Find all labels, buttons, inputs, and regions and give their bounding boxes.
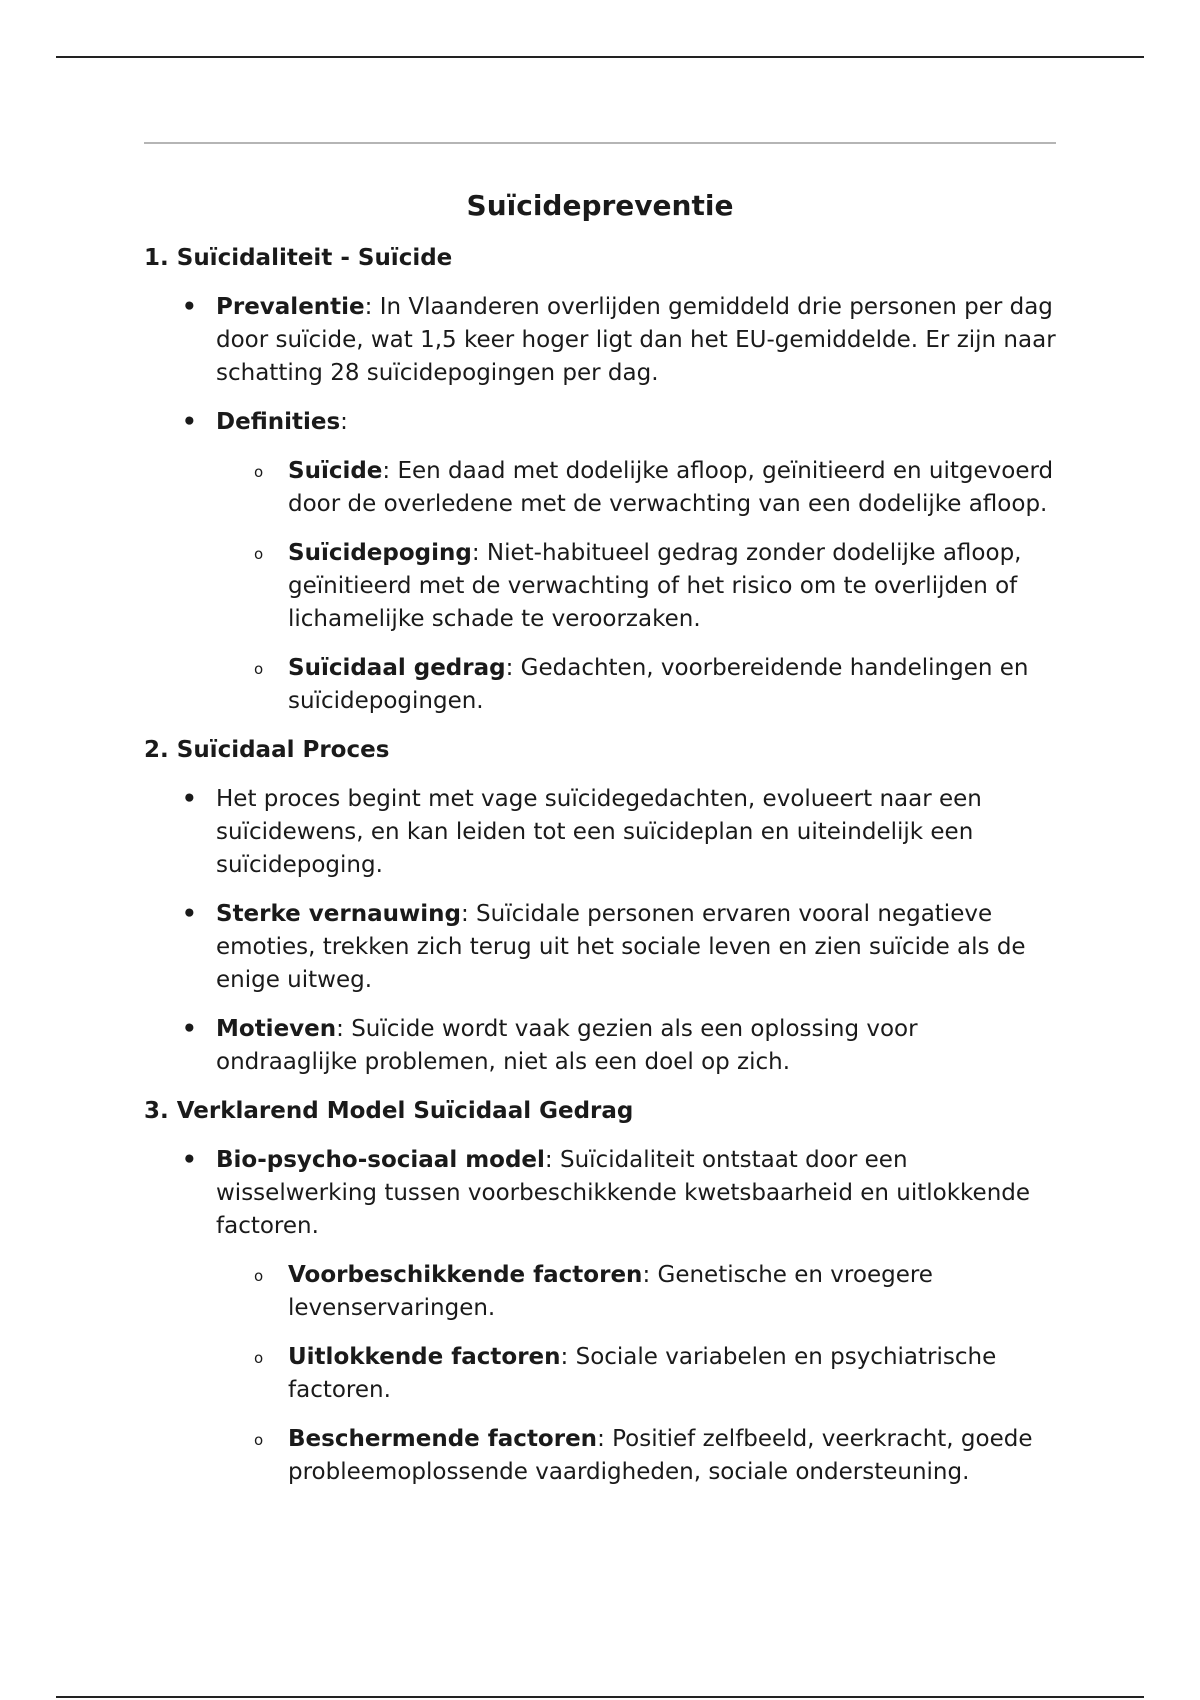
section-suicidaliteit bbox=[144, 242, 1056, 718]
sub-bullet-marker: o bbox=[254, 1349, 264, 1367]
list-item bbox=[144, 1013, 1056, 1079]
bullet-marker: • bbox=[182, 786, 197, 812]
sub-list-item bbox=[144, 455, 1056, 521]
item-text: : Gedachten, voorbereidende handelingen en suïcidepogingen. bbox=[288, 655, 1029, 714]
list-item bbox=[144, 783, 1056, 882]
term-label: Suïcidaal gedrag bbox=[288, 655, 506, 681]
term-label: Bio-psycho-sociaal model bbox=[216, 1147, 545, 1173]
section-verklarend-model bbox=[144, 1095, 1056, 1489]
page-bottom-rule bbox=[56, 1696, 1144, 1698]
term-label: Beschermende factoren bbox=[288, 1426, 598, 1452]
term-label: Sterke vernauwing bbox=[216, 901, 461, 927]
item-text: : Een daad met dodelijke afloop, geïnitieerd en uitgevoerd door de overledene met de verwachting van een dodelijke afloop. bbox=[288, 458, 1054, 517]
item-text: : In Vlaanderen overlijden gemiddeld drie personen per dag door suïcide, wat 1,5 keer hoger ligt dan het EU-gemiddelde. Er zijn naar schatting 28 suïcidepogingen per dag. bbox=[216, 294, 1056, 386]
term-label: Suïcide bbox=[288, 458, 383, 484]
term-label: Definities bbox=[216, 409, 341, 435]
item-text: : Sociale variabelen en psychiatrische factoren. bbox=[288, 1344, 997, 1403]
term-label: Motieven bbox=[216, 1016, 337, 1042]
sub-list-item bbox=[144, 1259, 1056, 1325]
sub-bullet-marker: o bbox=[254, 545, 264, 563]
sub-bullet-marker: o bbox=[254, 463, 264, 481]
document-title: Suïcidepreventie bbox=[466, 189, 734, 222]
item-text: : Niet-habitueel gedrag zonder dodelijke afloop, geïnitieerd met de verwachting of het risico om te overlijden of lichamelijke schade te veroorzaken. bbox=[288, 540, 1022, 632]
item-text: : Genetische en vroegere levenservaringen. bbox=[288, 1262, 933, 1321]
bullet-marker: • bbox=[182, 409, 197, 435]
item-text: : Suïcide wordt vaak gezien als een oplossing voor ondraaglijke problemen, niet als een doel op zich. bbox=[216, 1016, 918, 1075]
bullet-marker: • bbox=[182, 1147, 197, 1173]
section-heading: 3. Verklarend Model Suïcidaal Gedrag bbox=[144, 1098, 634, 1124]
sub-list-item bbox=[144, 652, 1056, 718]
list-item bbox=[144, 898, 1056, 997]
item-text: Het proces begint met vage suïcidegedachten, evolueert naar een suïcidewens, en kan leiden tot een suïcideplan en uiteindelijk een suïcidepoging. bbox=[216, 786, 982, 878]
term-label: Prevalentie bbox=[216, 294, 365, 320]
sub-bullet-marker: o bbox=[254, 1431, 264, 1449]
sub-list-item bbox=[144, 1341, 1056, 1407]
list-item bbox=[144, 406, 1056, 439]
item-text: : Suïcidale personen ervaren vooral negatieve emoties, trekken zich terug uit het sociale leven en zien suïcide als de enige uitweg. bbox=[216, 901, 1026, 993]
list-item bbox=[144, 1144, 1056, 1243]
bullet-marker: • bbox=[182, 901, 197, 927]
item-text: : bbox=[340, 409, 348, 435]
term-label: Voorbeschikkende factoren bbox=[288, 1262, 643, 1288]
header-divider bbox=[144, 142, 1056, 144]
item-text: : Suïcidaliteit ontstaat door een wisselwerking tussen voorbeschikkende kwetsbaarheid en uitlokkende factoren. bbox=[216, 1147, 1031, 1239]
bullet-marker: • bbox=[182, 1016, 197, 1042]
list-item bbox=[144, 291, 1056, 390]
sub-list-item bbox=[144, 1423, 1056, 1489]
term-label: Suïcidepoging bbox=[288, 540, 472, 566]
section-suicidaal-proces bbox=[144, 734, 1056, 1079]
section-heading: 2. Suïcidaal Proces bbox=[144, 737, 390, 763]
item-text: : Positief zelfbeeld, veerkracht, goede probleemoplossende vaardigheden, sociale ondersteuning. bbox=[288, 1426, 1033, 1485]
term-label: Uitlokkende factoren bbox=[288, 1344, 561, 1370]
sub-bullet-marker: o bbox=[254, 660, 264, 678]
sub-bullet-marker: o bbox=[254, 1267, 264, 1285]
bullet-marker: • bbox=[182, 294, 197, 320]
sub-list-item bbox=[144, 537, 1056, 636]
document-body bbox=[144, 242, 1056, 1505]
page-top-rule bbox=[56, 56, 1144, 58]
section-heading: 1. Suïcidaliteit - Suïcide bbox=[144, 245, 453, 271]
